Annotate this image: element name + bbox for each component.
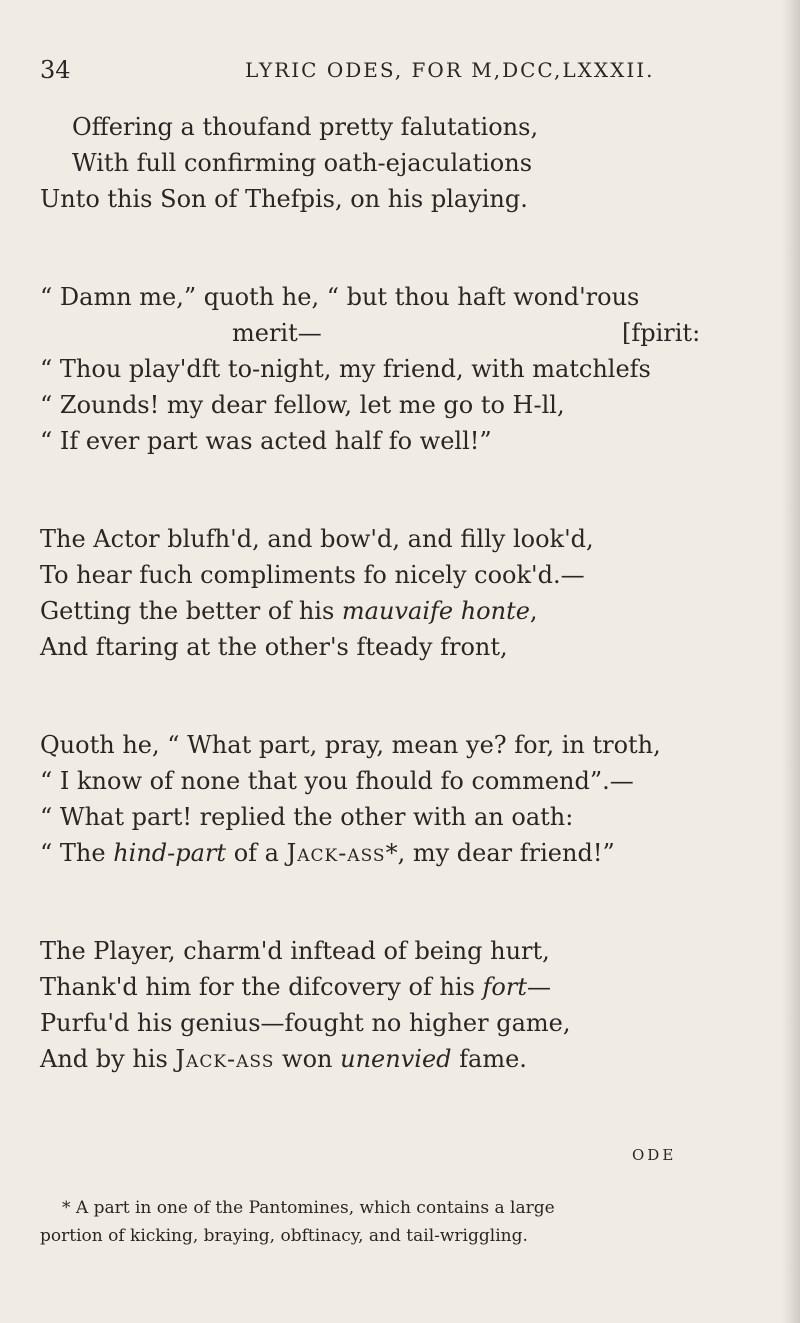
stanza1-line1: Offering a thoufand pretty falutations, [72,113,539,141]
stanza2-line4: “ Zounds! my dear fellow, let me go to H-ll, [40,391,565,419]
stanza1-line3: Unto this Son of Thefpis, on his playing. [40,185,528,213]
stanza1-line2: With full confirming oath-ejaculations [72,149,533,177]
stanza2-line3: “ Thou play'dft to-night, my friend, with matchlefs [40,355,651,383]
stanza5-line4: And by his Jack-ass won unenvied fame. [40,1045,527,1073]
stanza5-line1: The Player, charm'd inftead of being hurt, [40,937,550,965]
stanza2-line2a: merit— [232,319,322,347]
catchword: ODE [632,1146,677,1164]
stanza5-line2: Thank'd him for the difcovery of his fort— [40,973,551,1001]
stanza3-line3: Getting the better of his mauvaife honte, [40,597,538,625]
stanza3-line4: And ftaring at the other's fteady front, [40,633,508,661]
stanza5-line3: Purfu'd his genius—fought no higher game, [40,1009,571,1037]
running-title: LYRIC ODES, FOR M,DCC,LXXXII. [245,58,655,82]
stanza2-line2b: [fpirit: [622,319,701,347]
footnote-line2: portion of kicking, braying, obftinacy, and tail-wriggling. [40,1226,528,1246]
page-header [40,56,730,86]
stanza4-line3: “ What part! replied the other with an oath: [40,803,574,831]
stanza4-line4: “ The hind-part of a Jack-ass*, my dear friend!” [40,839,615,867]
stanza2-line1: “ Damn me,” quoth he, “ but thou haft wond'rous [40,283,640,311]
page-number: 34 [40,56,71,84]
footnote-line1: * A part in one of the Pantomines, which contains a large [62,1198,555,1218]
stanza3-line1: The Actor blufh'd, and bow'd, and filly look'd, [40,525,594,553]
stanza4-line1: Quoth he, “ What part, pray, mean ye? for, in troth, [40,731,661,759]
stanza4-line2: “ I know of none that you fhould fo commend”.— [40,767,634,795]
page-edge-shadow [782,0,800,1323]
stanza3-line2: To hear fuch compliments fo nicely cook'd.— [40,561,585,589]
stanza2-line5: “ If ever part was acted half fo well!” [40,427,492,455]
